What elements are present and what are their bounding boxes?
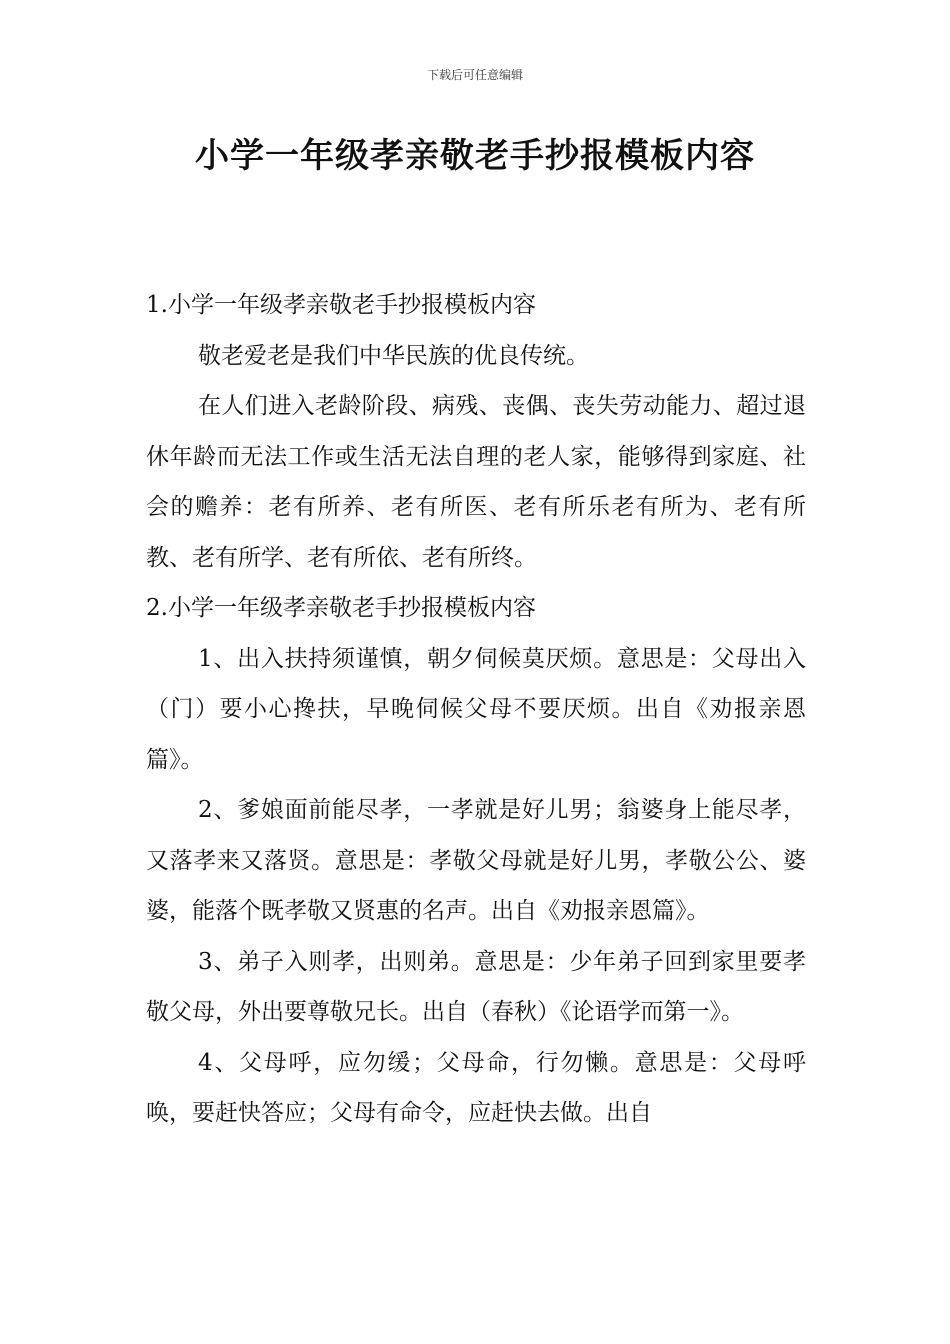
page-title: 小学一年级孝亲敬老手抄报模板内容 [195,136,755,176]
section-heading: 1.小学一年级孝亲敬老手抄报模板内容 [146,292,536,318]
paragraph: 3、弟子入则孝，出则弟。意思是：少年弟子回到家里要孝敬父母，外出要尊敬兄长。出自（春秋）《论语学而第一》。 [146,948,806,1025]
paragraph: 4、父母呼，应勿缓；父母命，行勿懒。意思是：父母呼唤，要赶快答应；父母有命令，应赶快去做。出自 [146,1049,806,1126]
document-body [146,280,806,1139]
paragraph: 敬老爱老是我们中华民族的优良传统。 [198,342,589,369]
paragraph: 2、爹娘面前能尽孝，一孝就是好儿男；翁婆身上能尽孝，又落孝来又落贤。意思是：孝敬父母就是好儿男，孝敬公公、婆婆，能落个既孝敬又贤惠的名声。出自《劝报亲恩篇》。 [146,797,806,924]
header-note: 下载后可任意编辑 [426,68,523,82]
paragraph: 在人们进入老龄阶段、病残、丧偶、丧失劳动能力、超过退休年龄而无法工作或生活无法自理的老人家，能够得到家庭、社会的赡养：老有所养、老有所医、老有所乐老有所为、老有所教、老有所学、老有所依、老有所终。 [146,393,806,571]
paragraph: 1、出入扶持须谨慎，朝夕伺候莫厌烦。意思是：父母出入（门）要小心搀扶，早晚伺候父母不要厌烦。出自《劝报亲恩篇》。 [146,645,806,773]
section-heading: 2.小学一年级孝亲敬老手抄报模板内容 [146,595,536,621]
